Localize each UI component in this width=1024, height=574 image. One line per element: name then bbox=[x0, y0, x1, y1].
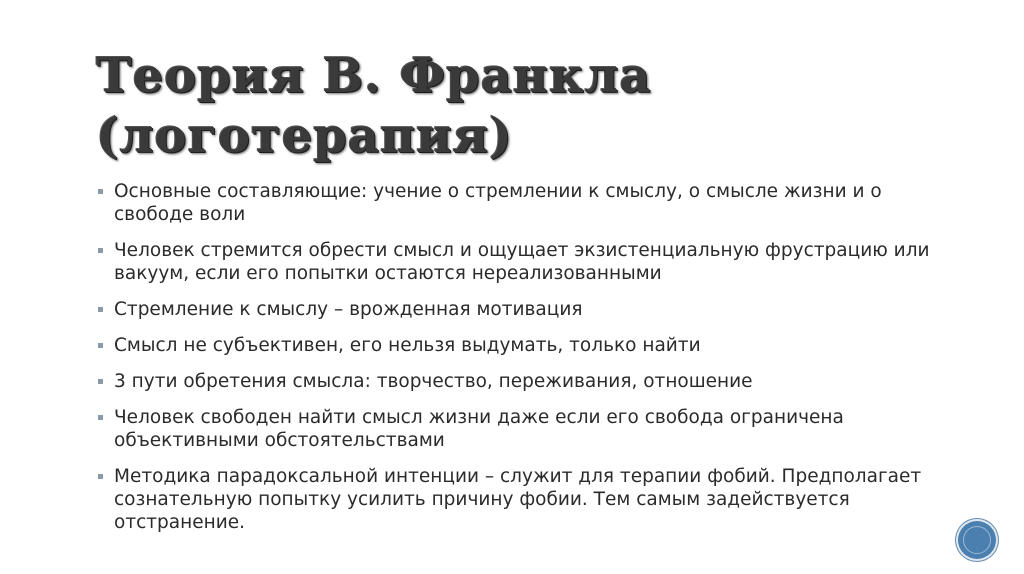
list-item-text: Человек свободен найти смысл жизни даже если его свобода ограничена объективными обстоятельствами bbox=[114, 407, 844, 451]
square-bullet-icon bbox=[98, 307, 103, 312]
square-bullet-icon bbox=[98, 248, 103, 253]
list-item-text: Смысл не субъективен, его нельзя выдумать, только найти bbox=[114, 335, 701, 356]
list-item-text: Методика парадоксальной интенции – служит для терапии фобий. Предполагает сознательную попытку усилить причину фобии. Тем самым задействуется отстранение. bbox=[114, 466, 922, 533]
list-item-text: Человек стремится обрести смысл и ощущает экзистенциальную фрустрацию или вакуум, если его попытки остаются нереализованными bbox=[114, 240, 930, 284]
list-item bbox=[96, 298, 946, 321]
circle-logo-icon bbox=[958, 521, 996, 559]
list-item bbox=[96, 370, 946, 393]
list-item-text: 3 пути обретения смысла: творчество, переживания, отношение bbox=[114, 371, 753, 392]
square-bullet-icon bbox=[98, 379, 103, 384]
list-item bbox=[96, 334, 946, 357]
square-bullet-icon bbox=[98, 415, 103, 420]
list-item bbox=[96, 180, 946, 226]
square-bullet-icon bbox=[98, 189, 103, 194]
title-line-1: Теория В. Франкла bbox=[96, 48, 652, 104]
list-item bbox=[96, 465, 946, 534]
list-item bbox=[96, 239, 946, 285]
bullet-list bbox=[96, 180, 946, 547]
list-item bbox=[96, 406, 946, 452]
square-bullet-icon bbox=[98, 474, 103, 479]
square-bullet-icon bbox=[98, 343, 103, 348]
title-line-2: (логотерапия) bbox=[96, 108, 513, 164]
list-item-text: Стремление к смыслу – врожденная мотивация bbox=[114, 299, 583, 320]
list-item-text: Основные составляющие: учение о стремлении к смыслу, о смысле жизни и о свободе воли bbox=[114, 181, 882, 225]
slide-title bbox=[96, 46, 896, 166]
